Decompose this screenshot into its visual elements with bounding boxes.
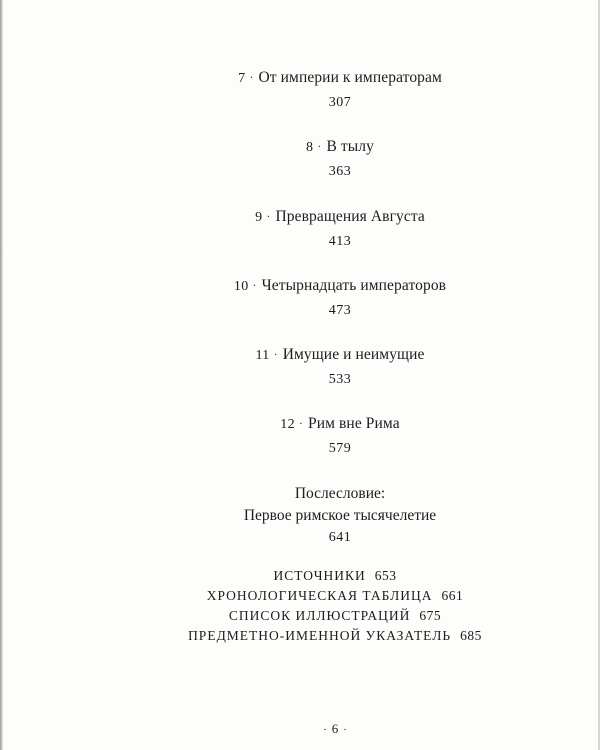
chapter-number: 9 bbox=[255, 210, 263, 225]
separator-dot: · bbox=[266, 209, 271, 223]
chapter-heading bbox=[0, 137, 600, 158]
chapter-heading bbox=[0, 414, 600, 435]
folio-number: 6 bbox=[331, 721, 339, 736]
appendix-page-number: 661 bbox=[441, 588, 464, 603]
toc-entry-index bbox=[0, 626, 600, 646]
appendix-page-number: 685 bbox=[460, 628, 482, 643]
chapter-page-number: 533 bbox=[328, 372, 352, 387]
separator-dot: · bbox=[298, 416, 304, 430]
separator-dot: · bbox=[343, 724, 347, 736]
appendix-title: СПИСОК ИЛЛЮСТРАЦИЙ bbox=[228, 608, 411, 623]
toc-entry-chapter-9 bbox=[0, 207, 600, 252]
appendix-title: ПРЕДМЕТНО-ИМЕННОЙ УКАЗАТЕЛЬ bbox=[188, 628, 452, 643]
appendix-title: ИСТОЧНИКИ bbox=[273, 568, 366, 583]
toc-entry-chronology bbox=[0, 586, 600, 606]
afterword-page-number: 641 bbox=[328, 530, 352, 545]
toc-entry-afterword bbox=[0, 483, 600, 548]
appendix-page-number: 675 bbox=[419, 608, 442, 623]
chapter-number: 8 bbox=[306, 140, 314, 155]
folio-page-number bbox=[0, 720, 600, 739]
toc-entry-chapter-8 bbox=[0, 137, 600, 182]
chapter-heading bbox=[0, 207, 600, 228]
afterword-label: Послесловие: bbox=[294, 485, 386, 502]
chapter-number: 7 bbox=[238, 71, 246, 86]
chapter-title: Рим вне Рима bbox=[308, 415, 400, 432]
chapter-page-number: 413 bbox=[328, 234, 352, 249]
toc-entry-chapter-10 bbox=[0, 276, 600, 321]
chapter-title: Имущие и неимущие bbox=[282, 346, 425, 363]
chapter-title: От империи к императорам bbox=[258, 69, 442, 86]
separator-dot: · bbox=[323, 724, 327, 736]
separator-dot: · bbox=[249, 70, 254, 84]
appendix-page-number: 653 bbox=[374, 568, 397, 583]
chapter-heading bbox=[0, 276, 600, 297]
chapter-title: Превращения Августа bbox=[275, 208, 425, 225]
chapter-page-number: 363 bbox=[328, 164, 352, 179]
afterword-title: Первое римское тысячелетие bbox=[243, 507, 437, 524]
toc-entry-chapter-11 bbox=[0, 345, 600, 390]
chapter-number: 11 bbox=[255, 348, 270, 363]
chapter-page-number: 473 bbox=[328, 303, 352, 318]
chapter-page-number: 579 bbox=[328, 441, 352, 456]
chapter-heading bbox=[0, 68, 600, 89]
separator-dot: · bbox=[317, 139, 322, 153]
toc-entry-sources bbox=[0, 566, 600, 586]
chapter-number: 12 bbox=[280, 417, 295, 432]
toc-entry-illustrations bbox=[0, 606, 600, 626]
chapter-page-number: 307 bbox=[328, 95, 352, 110]
chapter-number: 10 bbox=[233, 279, 249, 294]
toc-entry-chapter-12 bbox=[0, 414, 600, 459]
chapter-heading bbox=[0, 345, 600, 366]
appendix-title: ХРОНОЛОГИЧЕСКАЯ ТАБЛИЦА bbox=[206, 588, 433, 603]
separator-dot: · bbox=[252, 278, 257, 292]
toc-entry-chapter-7 bbox=[0, 68, 600, 113]
chapter-title: В тылу bbox=[326, 138, 374, 155]
separator-dot: · bbox=[273, 347, 278, 361]
chapter-title: Четырнадцать императоров bbox=[261, 277, 447, 294]
